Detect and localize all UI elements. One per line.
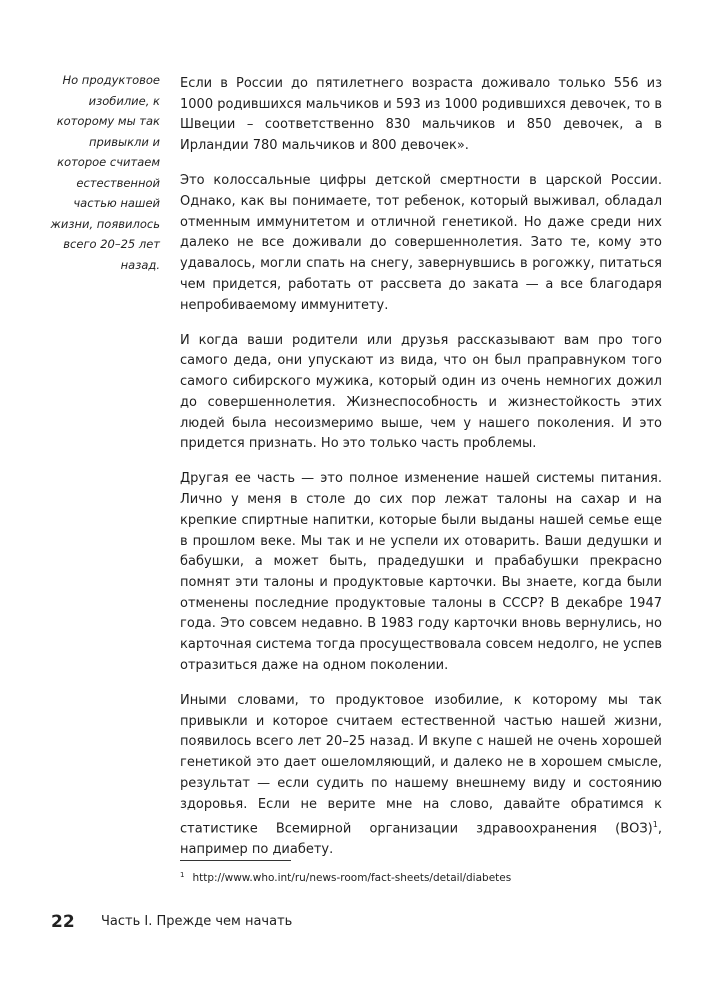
footnote xyxy=(180,868,511,885)
paragraph: И когда ваши родители или друзья рассказывают вам про того самого деда, они упускают из вида, что он был праправнуком того самого сибирского мужика, который один из очень немногих дожил до совершеннолетия. Жизнеспособность и жизнестойкость этих людей была несоизмеримо выше, чем у нашего поколения. И это придется признать. Но это только часть проблемы. xyxy=(180,332,662,452)
margin-note: Но продуктовое изобилие, к которому мы так привыкли и которое считаем естественной частью нашей жизни, появилось всего 20–25 лет назад. xyxy=(50,73,160,272)
footnote-divider xyxy=(180,860,291,861)
paragraph: Это колоссальные цифры детской смертности в царской России. Однако, как вы понимаете, тот ребенок, который выживал, обладал отменным иммунитетом и отличной генетикой. Но даже среди них далеко не все доживали до совершеннолетия. Зато те, кому это удавалось, могли спать на снегу, завернувшись в рогожку, питаться чем придется, работать от рассвета до заката — а все благодаря непробиваемому иммунитету. xyxy=(180,173,662,313)
paragraph-text: Иными словами, то продуктовое изобилие, к которому мы так привыкли и которое считаем естественной частью нашей жизни, появилось всего лет 20–25 назад. И вкупе с нашей не очень хорошей генетикой это дает ошеломляющий, и далеко не в хорошем смысле, результат — если судить по нашему внешнему виду и состоянию здоровья. Если не верите мне на слово, давайте обратимся к статистике Всемирной организации здравоохранения (ВОЗ) xyxy=(180,692,662,837)
footnote-link[interactable]: http://www.who.int/ru/news-room/fact-sheets/detail/diabetes xyxy=(192,872,512,884)
main-text xyxy=(180,74,662,875)
footnote-reference[interactable]: 1 xyxy=(652,820,658,830)
paragraph: Если в России до пятилетнего возраста доживало только 556 из 1000 родившихся мальчиков и 593 из 1000 родившихся девочек, то в Швеции – соответственно 830 мальчиков и 850 девочек, а в Ирландии 780 мальчиков и 800 девочек». xyxy=(180,76,662,154)
running-title: Часть I. Прежде чем начать xyxy=(101,914,293,929)
page-number: 22 xyxy=(51,912,75,932)
paragraph: Другая ее часть — это полное изменение нашей системы питания. Лично у меня в столе до сих пор лежат талоны на сахар и на крепкие спиртные напитки, которые были выданы нашей семье еще в прошлом веке. Мы так и не успели их отоварить. Ваши дедушки и бабушки, а может быть, прадедушки и прабабушки прекрасно помнят эти талоны и продуктовые карточки. Вы знаете, когда были отменены последние продуктовые талоны в СССР? В декабре 1947 года. Это совсем недавно. В 1983 году карточки вновь вернулись, но карточная система тогда просуществовала совсем недолго, не успев отразиться даже на одном поколении. xyxy=(180,471,662,673)
paragraph xyxy=(180,691,662,861)
footnote-mark: 1 xyxy=(180,871,185,879)
paragraph-tail: , например по диабету. xyxy=(180,821,662,858)
